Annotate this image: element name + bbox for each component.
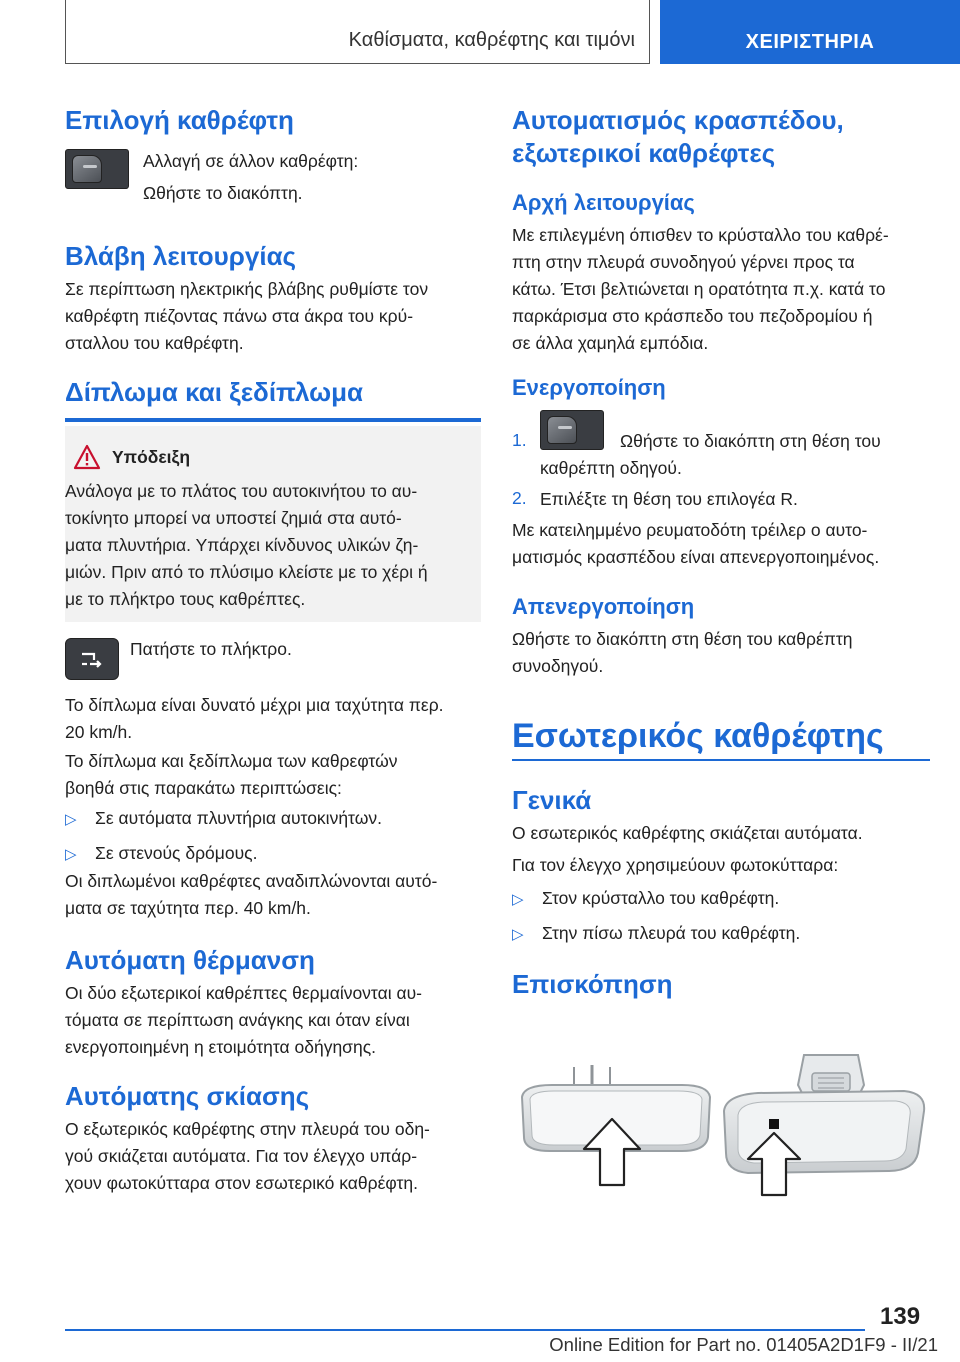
step2-text: Επιλέξτε τη θέση του επιλογέα R.: [540, 489, 798, 509]
dimming-line: χουν φωτοκύτταρα στον εσωτερικό καθρέφτη.: [65, 1173, 419, 1193]
general-line: Για τον έλεγχο χρησιμεύουν φωτοκύτταρα:: [512, 855, 839, 875]
heading-heating: Αυτόματη θέρμανση: [65, 945, 315, 975]
note-line: Ανάλογα με το πλάτος του αυτοκινήτου το αυ-: [65, 481, 418, 501]
heating-line: ενεργοποιημένη η ετοιμότητα οδήγησης.: [65, 1037, 377, 1057]
list-item: Στον κρύσταλλο του καθρέφτη.: [542, 888, 780, 908]
principle-line: Με επιλεγμένη όπισθεν το κρύσταλλο του καθρέ-: [512, 225, 889, 245]
useful-line: βοηθά στις παρακάτω περιπτώσεις:: [65, 778, 342, 798]
malfunction-line: καθρέφτη πιέζοντας πάνω στα άκρα του κρύ-: [65, 306, 414, 326]
heading-overview: Επισκόπηση: [512, 969, 673, 999]
heating-line: τόματα σε περίπτωση ανάγκης και όταν είναι: [65, 1010, 410, 1030]
heading-interior-mirror: Εσωτερικός καθρέφτης: [512, 717, 884, 755]
bullet-triangle-icon: ▷: [65, 811, 77, 828]
principle-line: σε άλλα χαμηλά εμπόδια.: [512, 333, 709, 353]
speed-line: Το δίπλωμα είναι δυνατό μέχρι μια ταχύτητα περ.: [65, 695, 444, 715]
fold-mirror-button-icon: [65, 638, 119, 680]
press-key-text: Πατήστε το πλήκτρο.: [130, 639, 292, 659]
step-number: 2.: [512, 488, 527, 508]
step1-line: Ωθήστε το διακόπτη στη θέση του: [620, 431, 881, 451]
step1-line: καθρέπτη οδηγού.: [540, 458, 682, 478]
deactivation-line: συνοδηγού.: [512, 656, 604, 676]
note-line: με το πλήκτρο τους καθρέπτες.: [65, 589, 306, 609]
heading-general: Γενικά: [512, 785, 592, 815]
warning-triangle-icon: [73, 444, 101, 470]
heading-select-mirror: Επιλογή καθρέφτη: [65, 105, 294, 135]
auto-unfold-line: ματα σε ταχύτητα περ. 40 km/h.: [65, 898, 311, 918]
step-number: 1.: [512, 430, 527, 450]
list-item: Στην πίσω πλευρά του καθρέφτη.: [542, 923, 801, 943]
heading-folding: Δίπλωμα και ξεδίπλωμα: [65, 377, 363, 407]
principle-line: παρκάρισμα στο κράσπεδο του πεζοδρομίου ή: [512, 306, 873, 326]
deactivation-line: Ωθήστε το διακόπτη στη θέση του καθρέπτη: [512, 629, 853, 649]
section-rule: [512, 759, 930, 761]
useful-line: Το δίπλωμα και ξεδίπλωμα των καθρεφτών: [65, 751, 398, 771]
note-title: Υπόδειξη: [112, 447, 191, 467]
chapter-title: Καθίσματα, καθρέφτης και τιμόνι: [348, 29, 635, 51]
auto-unfold-line: Οι διπλωμένοι καθρέφτες αναδιπλώνονται αυτό-: [65, 871, 438, 891]
heating-line: Οι δύο εξωτερικοί καθρέπτες θερμαίνονται αυ-: [65, 983, 422, 1003]
note-line: μιών. Πριν από το πλύσιμο κλείστε με το χέρι ή: [65, 562, 428, 582]
select-mirror-line2: Ωθήστε το διακόπτη.: [143, 183, 303, 203]
page-number: 139: [880, 1303, 921, 1330]
section-label: ΧΕΙΡΙΣΤΗΡΙΑ: [745, 31, 875, 53]
list-item: Σε στενούς δρόμους.: [95, 843, 258, 863]
dimming-line: Ο εξωτερικός καθρέφτης στην πλευρά του οδη-: [65, 1119, 430, 1139]
principle-line: κάτω. Έτσι βελτιώνεται η ορατότητα π.χ. κατά το: [512, 279, 886, 299]
interior-mirror-illustration: [512, 1045, 930, 1215]
note-line: τοκίνητο μπορεί να υποστεί ζημιά στα αυτό-: [65, 508, 402, 528]
malfunction-line: σταλλου του καθρέφτη.: [65, 333, 244, 353]
principle-line: πτη στην πλευρά συνοδηγού γέρνει προς τα: [512, 252, 855, 272]
bullet-triangle-icon: ▷: [512, 926, 524, 943]
header-section-tab: [660, 0, 960, 64]
heading-curb-line2: εξωτερικοί καθρέφτες: [512, 138, 776, 168]
select-mirror-line1: Αλλαγή σε άλλον καθρέφτη:: [143, 151, 359, 171]
speed-line: 20 km/h.: [65, 722, 133, 742]
heading-activation: Ενεργοποίηση: [512, 375, 666, 400]
trailer-line: ματισμός κρασπέδου είναι απενεργοποιημένος.: [512, 547, 880, 567]
note-line: ματα πλυντήρια. Υπάρχει κίνδυνος υλικών ζη-: [65, 535, 419, 555]
mirror-switch-icon: [65, 149, 129, 189]
list-item: Σε αυτόματα πλυντήρια αυτοκινήτων.: [95, 808, 382, 828]
footer-rule: [65, 1329, 865, 1331]
heading-deactivation: Απενεργοποίηση: [512, 594, 695, 619]
mirror-switch-icon: [540, 410, 604, 450]
heading-dimming: Αυτόματης σκίασης: [65, 1081, 310, 1111]
trailer-line: Με κατειλημμένο ρευματοδότη τρέιλερ ο αυτο-: [512, 520, 868, 540]
malfunction-line: Σε περίπτωση ηλεκτρικής βλάβης ρυθμίστε τον: [65, 279, 429, 299]
heading-curb-line1: Αυτοματισμός κρασπέδου,: [512, 105, 844, 135]
heading-malfunction: Βλάβη λειτουργίας: [65, 241, 297, 271]
section-rule: [65, 418, 481, 422]
heading-principle: Αρχή λειτουργίας: [512, 190, 695, 215]
bullet-triangle-icon: ▷: [65, 846, 77, 863]
header-chapter-box: [65, 0, 650, 64]
edition-text: Online Edition for Part no. 01405A2D1F9 - II/21: [549, 1334, 938, 1355]
bullet-triangle-icon: ▷: [512, 891, 524, 908]
general-line: Ο εσωτερικός καθρέφτης σκιάζεται αυτόματα.: [512, 823, 863, 843]
dimming-line: γού σκιάζεται αυτόματα. Για τον έλεγχο υπάρ-: [65, 1146, 418, 1166]
